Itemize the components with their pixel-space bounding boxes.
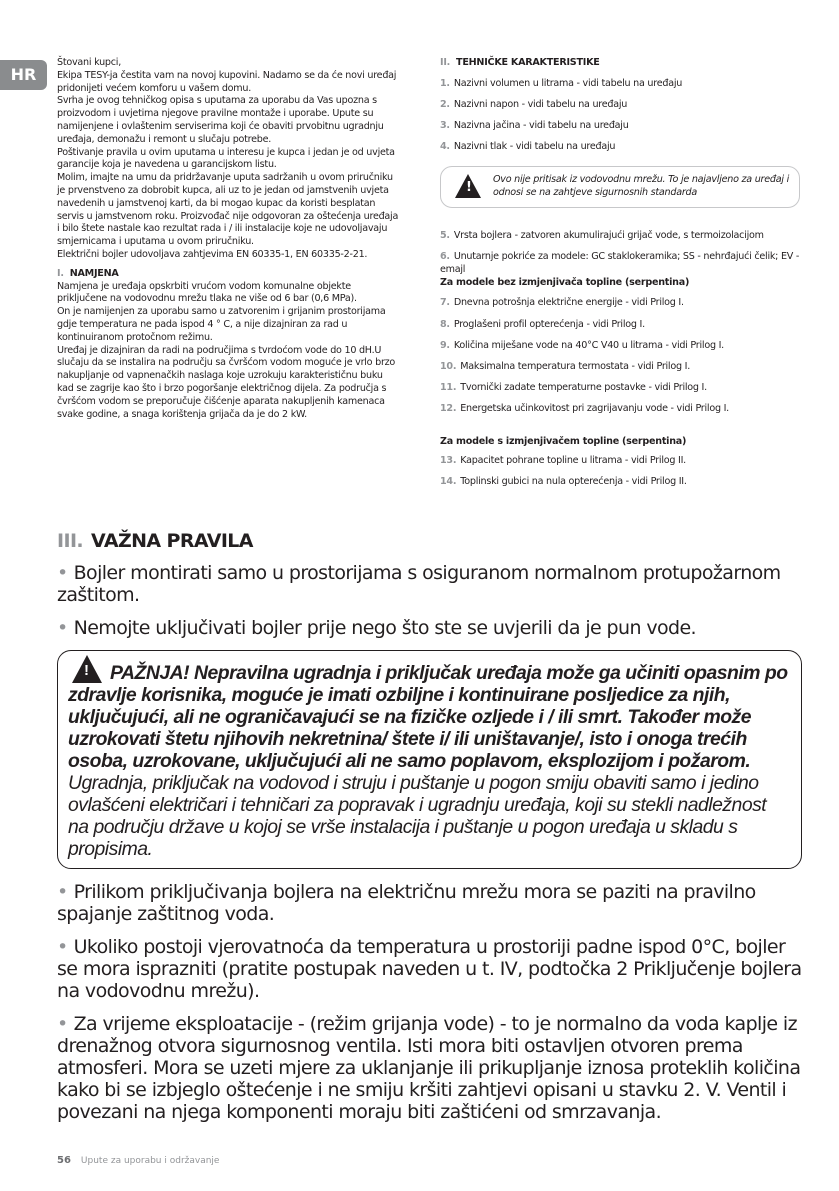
item-number: 13. (440, 455, 457, 467)
warning-glyph: ! (466, 180, 472, 196)
section-number: III. (57, 530, 84, 552)
page-footer (57, 1155, 219, 1166)
bullet-icon: • (57, 1013, 68, 1035)
item-number: 3. (440, 120, 450, 132)
item-number: 1. (440, 77, 450, 89)
bullet-icon: • (57, 617, 68, 639)
warning-text: Ugradnja, priključak na vodovod i struju i puštanje u pogon smiju obaviti samo i jedino ovlašćeni električari i tehničari za popravak i ugradnju uređaja, koji su stekli nadležnost na području države u kojoj se vrše instalacija i puštanje u pogon uređaja u skladu s propisima. (68, 772, 767, 860)
intro-paragraph: Električni bojler udovoljava zahtjevima EN 60335-1, EN 60335-2-21. (57, 248, 368, 260)
spec-item (440, 455, 800, 468)
item-text: Maksimalna temperatura termostata - vidi Prilog I. (460, 360, 690, 372)
section-title: VAŽNA PRAVILA (91, 530, 253, 552)
spec-item (440, 361, 800, 374)
item-text: Vrsta bojlera - zatvoren akumulirajući grijač vode, s termoizolacijom (453, 229, 764, 241)
section-1-paragraph: On je namijenjen za uporabu samo u zatvorenim i grijanim prostorijama gdje temperatura ne pada ispod 4 ° C, a nije dizajniran za rad u kontinuiranom protočnom režimu. (57, 306, 386, 343)
section-number: II. (440, 57, 451, 68)
spec-item (440, 120, 800, 133)
item-text: Kapacitet pohrane topline u litrama - vidi Prilog II. (460, 455, 686, 467)
warning-icon (72, 655, 102, 683)
item-text: Toplinski gubici na nula opterećenja - vidi Prilog II. (460, 476, 687, 488)
item-number: 9. (440, 339, 450, 351)
notice-text: Ovo nije pritisak iz vodovodnu mrežu. To je najavljeno za uređaj i odnosi se na zahtjeve sigurnosnih standarda (493, 174, 789, 198)
item-text: Tvornički zadate temperaturne postavke - vidi Prilog I. (460, 382, 707, 394)
warning-icon (455, 174, 481, 198)
intro-paragraph: Ekipa TESY-ja čestita vam na novoj kupovini. Nadamo se da će novi uređaj pridonijeti većem komforu u vašem domu. (57, 69, 397, 94)
item-number: 7. (440, 297, 450, 309)
rule-text: Bojler montirati samo u prostorijama s osiguranom normalnom protupožarnom zaštitom. (57, 562, 781, 606)
item-number: 8. (440, 318, 450, 330)
section-1-paragraph: Uređaj je dizajniran da radi na područjima s tvrdoćom vode do 10 dH.U slučaju da se instalira na području sa čvršćom vodom moguće je vrlo brzo nakupljanje od vapnenačkih naslaga koje uzrokuju karakterističnu buku kad se zagrije kao što i brzo pogoršanje električnog dijela. Za područja s čvršćom vodom se preporučuje čišćenje aparata nakupljenih kamenaca svake godine, a snaga korištenja grijača da je do 2 kW. (57, 344, 396, 420)
intro-paragraph: Svrha je ovog tehničkog opisa s uputama za uporabu da Vas upozna s proizvodom i uvjetima njegove pravilne montaže i uporabe. Upute su namijenjene i ovlaštenim serviserima koji će obaviti prvobitnu ugradnju uređaja, demonažu i remont u slučaju potrebe. (57, 95, 384, 145)
section-number: I. (57, 267, 64, 279)
notice-box (440, 166, 800, 208)
spec-item (440, 230, 800, 243)
section-2-heading (440, 57, 800, 70)
spec-item (440, 78, 800, 91)
warning-box (57, 650, 802, 869)
item-number: 2. (440, 98, 450, 110)
item-number: 6. (440, 250, 450, 262)
bullet-icon: • (57, 881, 68, 903)
item-text: Nazivna jačina - vidi tabelu na uređaju (453, 120, 629, 132)
footer-text: Upute za uporabu i održavanje (80, 1156, 220, 1166)
spec-item (440, 99, 800, 112)
item-number: 10. (440, 360, 457, 372)
item-number: 12. (440, 403, 457, 415)
intro-paragraph: Poštivanje pravila u ovim uputama u interesu je kupca i jedan je od uvjeta garancije koja je navedena u garancijskom listu. (57, 146, 395, 171)
warning-glyph: ! (84, 662, 89, 679)
item-number: 14. (440, 476, 457, 488)
section-title: NAMJENA (69, 267, 119, 279)
page-number: 56 (57, 1155, 71, 1166)
item-text: Unutarnje pokriće za modele: GC staklokeramika; SS - nehrđajući čelik; EV - emajl (440, 250, 800, 275)
item-text: Dnevna potrošnja električne energije - vidi Prilog I. (453, 297, 684, 309)
spec-item (440, 382, 800, 395)
spec-item (440, 297, 800, 310)
section-1-paragraph: Namjena je uređaja opskrbiti vrućom vodom komunalne objekte priključene na vodovodnu mrežu tlaka ne više od 6 bar (0,6 MPa). (57, 280, 357, 305)
spec-item (440, 403, 800, 416)
language-tab: HR (0, 60, 47, 90)
spec-item (440, 141, 800, 154)
item-text: Nazivni tlak - vidi tabelu na uređaju (453, 141, 616, 153)
subheading: Za modele bez izmjenjivača topline (serpentina) (440, 276, 690, 288)
rule-bullet (57, 881, 802, 925)
subheading: Za modele s izmjenjivačem topline (serpentina) (440, 436, 687, 448)
spec-item (440, 319, 800, 332)
rule-bullet (57, 1013, 802, 1123)
item-number: 4. (440, 141, 450, 153)
item-text: Količina miješane vode na 40°C V40 u litrama - vidi Prilog I. (453, 339, 724, 351)
rule-bullet (57, 562, 802, 606)
intro-paragraph: Štovani kupci, (57, 57, 121, 68)
spec-item (440, 251, 800, 277)
section-3-heading (57, 530, 802, 552)
spec-item (440, 476, 800, 489)
rule-text: Ukoliko postoji vjerovatnoća da temperatura u prostoriji padne ispod 0°C, bojler se mora isprazniti (pratite postupak naveden u t. IV, podtočka 2 Priključenje bojlera na vodovodnu mrežu). (57, 936, 802, 1002)
important-rules-section (57, 530, 802, 1134)
item-number: 5. (440, 229, 450, 241)
warning-bold-text: PAŽNJA! Nepravilna ugradnja i priključak uređaja može ga učiniti opasnim po zdravlje korisnika, moguće je imati ozbiljne i kontinuirane posljedice za njih, uključujući, ali ne ograničavajući se na fizičke ozljede i / ili smrt. Također može uzrokovati štetu njihovih nekretnina/ štete i/ ili uništavanje/, isto i onoga trećih osoba, uzrokovane, uključujući ali ne samo poplavom, eksplozijom i požarom. (68, 662, 788, 772)
rule-text: Prilikom priključivanja bojlera na električnu mrežu mora se paziti na pravilno spajanje zaštitnog voda. (57, 881, 756, 925)
right-column (440, 57, 800, 498)
rule-bullet (57, 936, 802, 1002)
intro-paragraph: Molim, imajte na umu da pridržavanje uputa sadržanih u ovom priručniku je prvenstveno za dobrobit kupca, ali uz to je jedan od jamstvenih uvjeta navedenih u jamstvenoj karti, da bi mogao kupac da koristi besplatan servis u jamstvenom roku. Proizvođač nije odgovoran za oštećenja uređaja i bilo štete nastale kao rezultat rada i / ili instalacije koje ne udovoljavaju smjernicama i uputama u ovom priručniku. (57, 172, 399, 248)
rule-text: Nemojte uključivati bojler prije nego što ste se uvjerili da je pun vode. (73, 617, 696, 639)
section-title: TEHNIČKE KARAKTERISTIKE (456, 57, 600, 68)
rule-bullet (57, 617, 802, 639)
item-text: Nazivni volumen u litrama - vidi tabelu na uređaju (453, 77, 683, 89)
item-number: 11. (440, 382, 457, 394)
item-text: Nazivni napon - vidi tabelu na uređaju (453, 98, 628, 110)
section-1-heading (57, 268, 399, 281)
spec-item (440, 340, 800, 353)
item-text: Energetska učinkovitost pri zagrijavanju vode - vidi Prilog I. (460, 403, 729, 415)
item-text: Proglašeni profil opterećenja - vidi Prilog I. (453, 318, 645, 330)
bullet-icon: • (57, 936, 68, 958)
left-column (57, 57, 399, 421)
bullet-icon: • (57, 562, 68, 584)
rule-text: Za vrijeme eksploatacije - (režim grijanja vode) - to je normalno da voda kaplje iz drenažnog otvora sigurnosnog ventila. Isti mora biti ostavljen otvoren prema atmosferi. Mora se uzeti mjere za uklanjanje ili prikupljanje iznosa proteklih količina kako bi se izbjeglo oštećenje i ne smiju kršiti zahtjevi opisani u stavku 2. V. Ventil i povezani na njega komponenti moraju biti zaštićeni od smrzavanja. (57, 1013, 801, 1123)
